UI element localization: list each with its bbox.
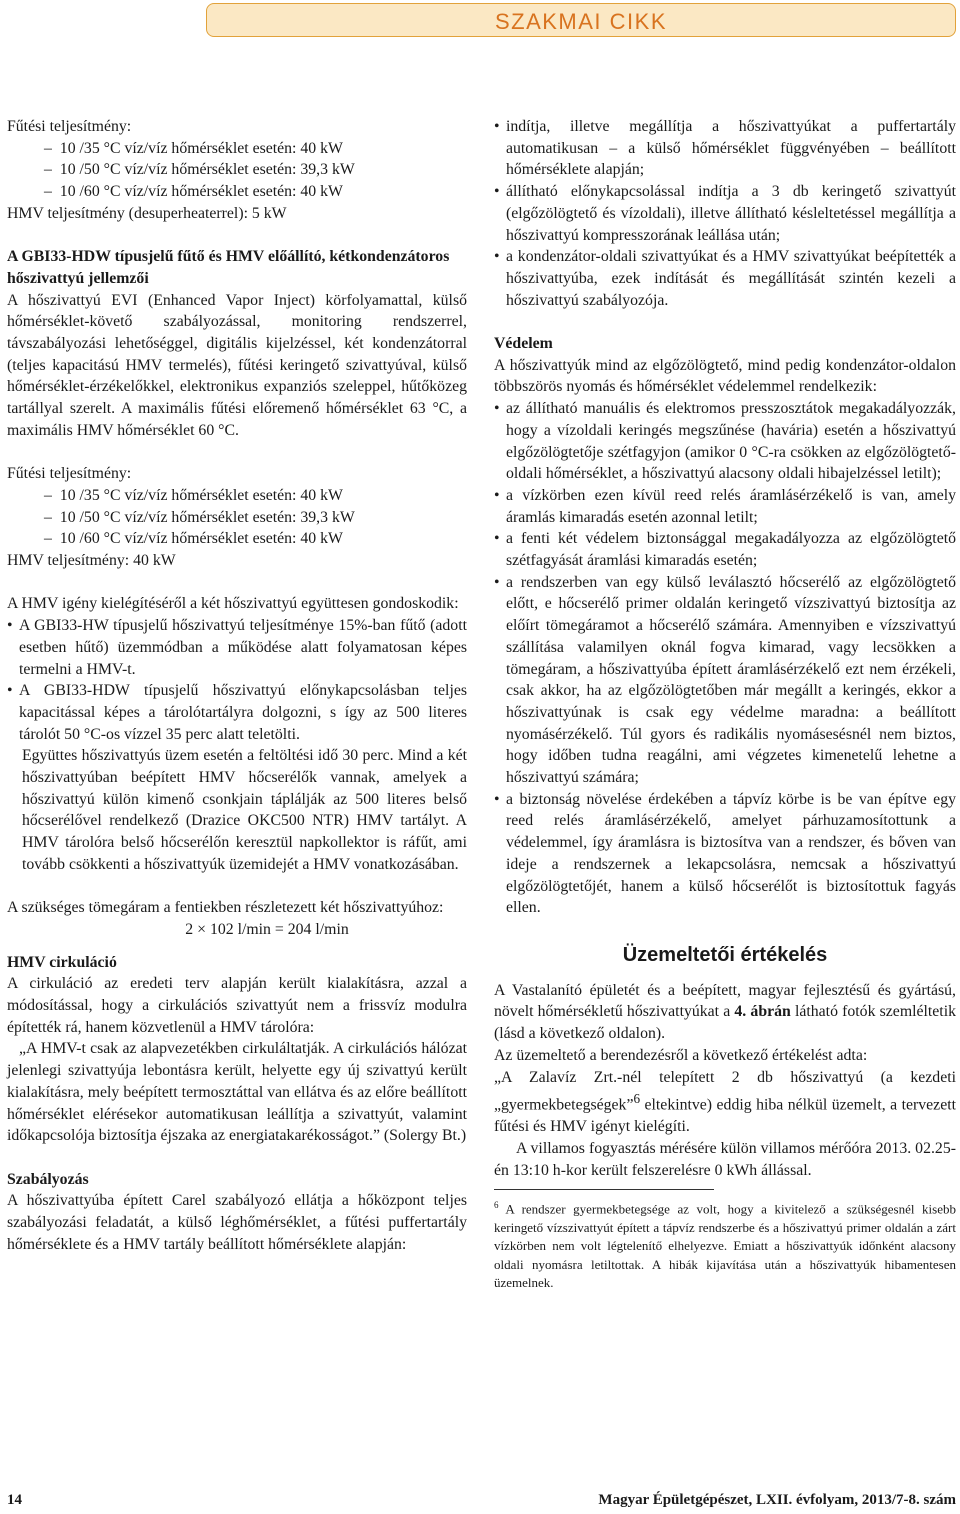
- gbi-heading: A GBI33-HDW típusjelű fűtő és HMV előállító, kétkondenzátoros hőszivattyú jellemzői: [7, 248, 450, 287]
- spec-line: – 10 /35 °C víz/víz hőmérséklet esetén: 40 kW: [44, 486, 343, 504]
- circulation-heading: HMV cirkuláció: [7, 953, 117, 971]
- heating-capacity-block-1: [7, 116, 467, 225]
- list-item: • állítható előnykapcsolással indítja a 3 db keringető szivattyút (elgőzölögtető és vízoldali), illetve állítható késleltetéssel megállítja a hőszivattyú kompresszorának leállása után;: [494, 181, 956, 246]
- spec-line: – 10 /35 °C víz/víz hőmérséklet esetén: 40 kW: [44, 139, 343, 157]
- protection-text: A hőszivattyúk mind az elgőzölögtető, mind pedig kondenzátor-oldalon többszörös nyomás és hőmérséklet védelemmel rendelkezik:: [494, 356, 956, 396]
- section-label: SZAKMAI CIKK: [494, 9, 668, 34]
- list-item: • a biztonság növelése érdekében a tápvíz körbe is be van építve egy reed relés áramlásérzékelő, amelyet párhuzamosítottunk a védelemmel, így áramlásra is biztosítva van a rendszer, és bőven van ideje a rendszernek a lekapcsolásra, nemcsak a hőszivattyú elgőzölögtetőjét, hanem a külső hőcserélőt is biztosítottuk fagyás ellen.: [494, 789, 956, 919]
- block-title: Fűtési teljesítmény:: [7, 465, 132, 483]
- hmv-capacity-line: HMV teljesítmény: 40 kW: [7, 552, 176, 570]
- evaluation-heading: Üzemeltetői értékelés: [622, 943, 828, 966]
- hmv-intro: A HMV igény kielégítéséről a két hőszivattyú együttesen gondoskodik:: [7, 595, 459, 613]
- journal-name: Magyar Épületgépészet, LXII. évfolyam, 2013/7-8. szám: [598, 1492, 956, 1508]
- section-banner: [206, 3, 956, 37]
- list-item: • a kondenzátor-oldali szivattyúkat és a HMV szivattyúkat beépítették a hőszivattyúba, ezek indítását és megállítását szintén kezeli a hőszivattyú szabályozója.: [494, 246, 956, 311]
- right-column: [494, 116, 956, 1293]
- protection-heading: Védelem: [494, 335, 553, 353]
- list-item: • a rendszerben van egy külső leválasztó hőcserélő az elgőzölögtető előtt, e hőcserélő primer oldalán keringető vízszivattyú biztosítja az előírt tömegáramot a hőcserélő számára. Amennyiben e vízszivattyú szállítása valamilyen oknál fogva kimarad, vagy lecsökken a tömegáram, a hőszivattyúba épített áramlásérzékelő ezt nem érzékeli, csak akkor, ha az elgőzölögtetőben már megállt a keringés, ekkor a hőszivattyúnak is csak egy védelme maradna: a beállított nyomásérzékelő. Túl gyors és radikális nyomásesésnél nem biztos, hogy időben tudna reagálni, ami végzetes kimenetelű lehetne a hőszivattyú számára;: [494, 572, 956, 789]
- footnote-divider: [494, 1189, 714, 1190]
- page-number: 14: [7, 1492, 22, 1508]
- spec-line: – 10 /60 °C víz/víz hőmérséklet esetén: 40 kW: [44, 183, 343, 201]
- evaluation-text-2: Az üzemeltető a berendezésről a következő értékelést adta:: [494, 1046, 868, 1064]
- heating-capacity-block-2: [7, 463, 467, 572]
- list-item: • a vízkörben ezen kívül reed relés áramlásérzékelő is van, amely áramlás kimaradás esetén azonnal letilt;: [494, 485, 956, 528]
- hmv-capacity-line: HMV teljesítmény (desuperheaterrel): 5 kW: [7, 204, 287, 222]
- list-item: • az állítható manuális és elektromos presszosztátok megakadályozzák, hogy a vízoldali keringés megszűnése (havária) esetén a hőszivattyú elgőzölögtetője szétfagyjon (amikor 0 °C-ra csökken az elgőzölögtető-oldali hőmérséklet, a hőszivattyú alacsony oldali hibajelzéssel letilt);: [494, 398, 956, 485]
- list-item: • indítja, illetve megállítja a hőszivattyúkat a puffertartály automatikusan – a külső hőmérséklet függvényében – beállított hőmérséklete alapján;: [494, 116, 956, 181]
- footnote-ref: 6: [633, 1091, 641, 1107]
- gbi-paragraph: A hőszivattyú EVI (Enhanced Vapor Inject) körfolyamattal, külső hőmérséklet-követő szabályozással, monitoring rendszerrel, távszabályozási lehetőséggel, digitális kijelzéssel, két kondenzátorral (teljes kapacitású HMV termelés), fűtési keringető szivattyúval, külső hőmérséklet-érzékelőkkel, elektronikus expanziós szeleppel, hűtőközeg tartállyal szerelt. A maximális fűtési előremenő hőmérséklet 63 °C, a maximális HMV hőmérséklet 60 °C.: [7, 291, 467, 439]
- evaluation-text: A Vastalanító épületét és a beépített, magyar fejlesztésű és gyártású, növelt hőmérsékletű hőszivattyúkat a 4. ábrán látható fotók szemléltetik (lásd a következő oldalon).: [494, 981, 956, 1043]
- evaluation-text-3: A villamos fogyasztás mérésére külön villamos mérőóra 2013. 02.25-én 13:10 h-kor került felszerelésre 0 kWh állással.: [494, 1139, 956, 1179]
- regulation-text: A hőszivattyúba épített Carel szabályozó ellátja a hőközpont teljes szabályozási feladatát, a külső léghőmérséklet, a fűtési puffertartály hőmérséklete és a HMV tartály beállított hőmérséklete alapján:: [7, 1192, 467, 1253]
- mass-flow-text: A szükséges tömegáram a fentiekben részletezett két hőszivattyúhoz:: [7, 899, 444, 917]
- block-title: Fűtési teljesítmény:: [7, 118, 132, 135]
- spec-line: – 10 /50 °C víz/víz hőmérséklet esetén: 39,3 kW: [44, 161, 355, 179]
- footnote: $^6$ A rendszer gyermekbetegsége az volt, hogy a kivitelező a szükségesnél kisebb keringető vízszivattyút épített a tápvíz rendszerbe és a hőszivattyú primer oldalán a zárt vízkörben nem volt légtelenítő elhelyezve. Emiatt a hőszivattyúk időnként alacsony oldali nyomásra letiltottak. A hibák kijavítása után a hőszivattyúk hibamentesen üzemelnek.: [494, 1200, 956, 1291]
- left-column: [7, 116, 467, 1255]
- regulation-heading: Szabályozás: [7, 1170, 89, 1188]
- list-item: • A GBI33-HDW típusjelű hőszivattyú előnykapcsolásban teljes kapacitással képes a tárolótartályra dolgozni, s így az 500 literes tárolót 50 °C-os vízzel 35 perc alatt teletölti.: [7, 680, 467, 745]
- mass-flow-formula: 2 × 102 l/min = 204 l/min: [185, 920, 349, 938]
- list-item: • a fenti két védelem biztonsággal megakadályozza az elgőzölögtető szétfagyását áramlási kimaradás esetén;: [494, 528, 956, 571]
- spec-line: – 10 /60 °C víz/víz hőmérséklet esetén: 40 kW: [44, 530, 343, 548]
- list-item: • A GBI33-HW típusjelű hőszivattyú teljesítménye 15%-ban fűtő (adott esetben hűtő) üzemmódban a működése alatt folyamatosan képes termelni a HMV-t.: [7, 615, 467, 680]
- bullet-continuation: Együttes hőszivattyús üzem esetén a feltöltési idő 30 perc. Mind a két hőszivattyúban beépített HMV hőcserélők vannak, amelyek a hőszivattyú külön kimenő csonkjain táplálják az 500 literes belső hőcserélővel rendelkező (Drazice OKC500 NTR) HMV tartályt. A HMV tárolóra belső hőcserélőn keresztül napkollektor is ráfűt, ami tovább csökkenti a hőszivattyúk üzemidejét a HMV vonatkozásában.: [22, 747, 467, 873]
- evaluation-quote: „A Zalavíz Zrt.-nél telepített 2 db hőszivattyú (a kezdeti „gyermekbetegségek”$^6$ eltekintve) eddig hiba nélkül üzemelt, a tervezett fűtési és HMV igényt kielégíti.: [494, 1068, 956, 1136]
- circulation-text: A cirkuláció az eredeti terv alapján került kialakításra, azzal a módosítással, hogy a cirkulációs szivattyút nem a frissvíz modulra építették rá, hanem közvetlenül a HMV tárolóra:: [7, 975, 467, 1036]
- circulation-quote: „A HMV-t csak az alapvezetékben cirkuláltatják. A cirkulációs hálózat jelenlegi szivattyúja lebontásra került, helyette egy új szivattyú került kialakításra, mely beépített termosztáttal van ellátva és az előre beállított hőmérséklet elérésekor automatikusan leállítja a szivattyút, valamint időkapcsolója biztosítja éjszaka az energiatakarékosságot.” (Solergy Bt.): [7, 1040, 467, 1145]
- spec-line: – 10 /50 °C víz/víz hőmérséklet esetén: 39,3 kW: [44, 508, 355, 526]
